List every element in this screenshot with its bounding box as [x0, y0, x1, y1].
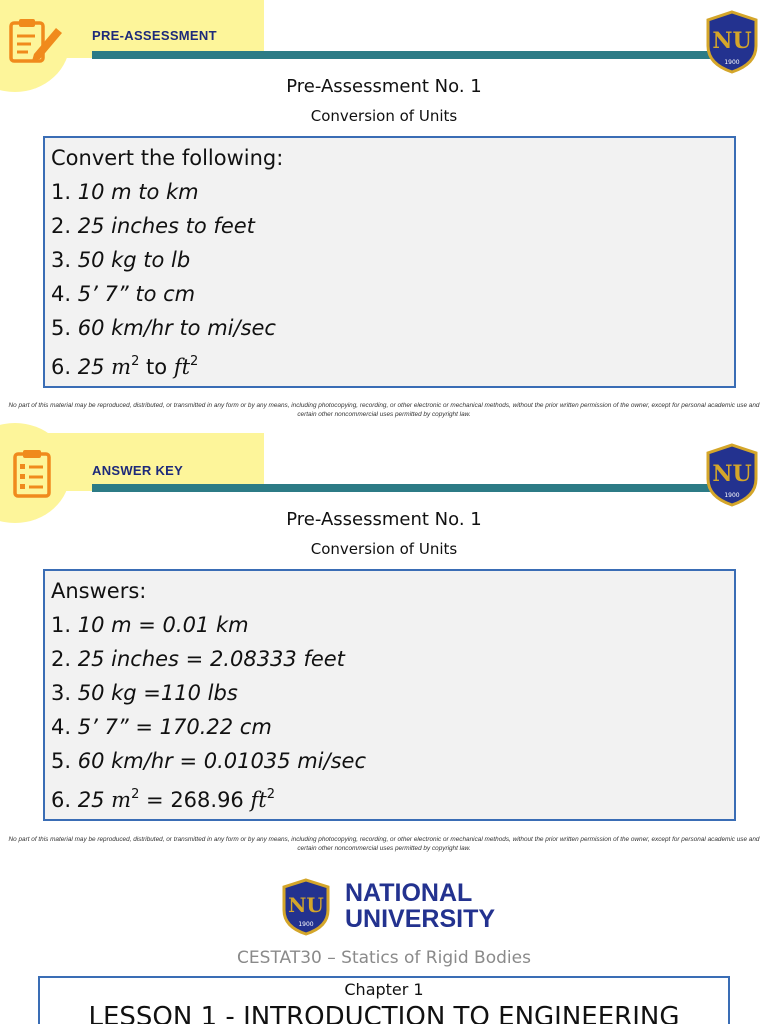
seal-letters: NU [712, 461, 752, 487]
lesson-title: LESSON 1 - INTRODUCTION TO ENGINEERING [88, 1002, 680, 1024]
seal-year: 1900 [724, 492, 740, 499]
question-item: 2. 25 inches to feet [51, 214, 255, 238]
answer-item: 2. 25 inches = 2.08333 feet [51, 647, 345, 671]
page-title: Pre-Assessment No. 1 [286, 509, 482, 530]
answer-heading: Answers: [51, 579, 147, 603]
checklist-icon [6, 447, 66, 499]
seal-year: 1900 [298, 921, 314, 928]
lesson-box [38, 976, 730, 1024]
wordmark-line1: NATIONAL [345, 879, 473, 907]
university-seal-icon [280, 878, 332, 936]
header-divider [92, 484, 712, 492]
question-box [43, 136, 736, 388]
answer-item: 4. 5’ 7” = 170.22 cm [51, 715, 272, 739]
seal-letters: NU [288, 893, 324, 917]
page-subtitle: Conversion of Units [310, 107, 458, 125]
question-item: 4. 5’ 7” to cm [51, 282, 196, 306]
pre-assessment-slide [0, 0, 768, 432]
section-label: PRE-ASSESSMENT [92, 28, 217, 43]
question-item: 3. 50 kg to lb [51, 248, 191, 272]
question-item: 1. 10 m to km [51, 180, 199, 204]
question-item: 5. 60 km/hr to mi/sec [51, 316, 276, 340]
answer-item: 6. 25 $m^2 = 268.96$ $ft^2$ [51, 787, 275, 812]
question-item: 6. 25 $m^2$ to $ft^2$ [51, 354, 199, 379]
page-subtitle: Conversion of Units [310, 540, 458, 558]
answer-key-slide [0, 433, 768, 865]
course-title: CESTAT30 – Statics of Rigid Bodies [237, 948, 531, 968]
page-title: Pre-Assessment No. 1 [286, 76, 482, 97]
university-wordmark [345, 880, 495, 932]
seal-year: 1900 [724, 59, 740, 66]
wordmark-line2: UNIVERSITY [345, 905, 496, 933]
university-seal-icon [704, 443, 760, 507]
clipboard-pencil-icon [6, 14, 66, 66]
university-seal-icon [704, 10, 760, 74]
section-label: ANSWER KEY [92, 463, 184, 478]
header-divider [92, 51, 712, 59]
copyright-disclaimer: No part of this material may be reproduced, distributed, or transmitted in any form or by any means, including photocopying, recording, or other electronic or mechanical methods, without the prior written permission of the owner, except for personal academic use and certain other noncommercial uses permitted by copyright law. [8, 836, 760, 852]
lesson-title-slide [0, 866, 768, 1024]
seal-letters: NU [712, 28, 752, 54]
answer-box [43, 569, 736, 821]
copyright-disclaimer: No part of this material may be reproduced, distributed, or transmitted in any form or by any means, including photocopying, recording, or other electronic or mechanical methods, without the prior written permission of the owner, except for personal academic use and certain other noncommercial uses permitted by copyright law. [8, 402, 760, 418]
chapter-label: Chapter 1 [344, 980, 424, 999]
answer-item: 1. 10 m = 0.01 km [51, 613, 249, 637]
answer-item: 3. 50 kg =110 lbs [51, 681, 238, 705]
question-heading: Convert the following: [51, 146, 284, 170]
answer-item: 5. 60 km/hr = 0.01035 mi/sec [51, 749, 367, 773]
